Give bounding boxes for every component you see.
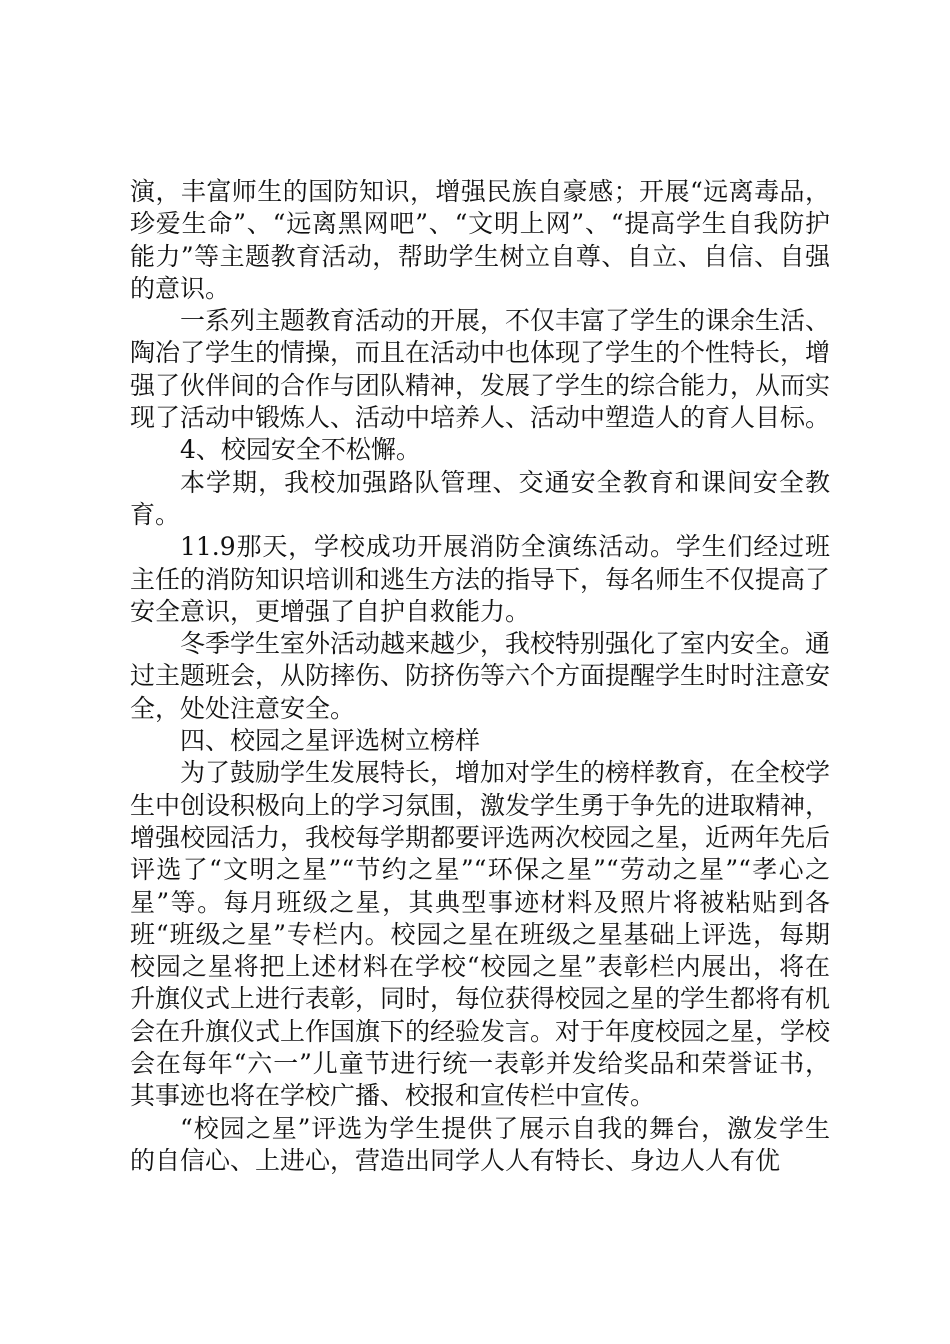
paragraph-campus-star-effect: “校园之星”评选为学生提供了展示自我的舞台，激发学生的自信心、上进心，营造出同学人人有特长、身边人人有优 bbox=[130, 1113, 830, 1175]
paragraph-campus-star-selection: 为了鼓励学生发展特长，增加对学生的榜样教育，在全校学生中创设积极向上的学习氛围，激发学生勇于争先的进取精神，增强校园活力，我校每学期都要评选两次校园之星，近两年先后评选了“文明之星”“节约之星”“环保之星”“劳动之星”“孝心之星”等。每月班级之星，其典型事迹材料及照片将被粘贴到各班“班级之星”专栏内。校园之星在班级之星基础上评选，每期校园之星将把上述材料在学校“校园之星”表彰栏内展出，将在升旗仪式上进行表彰，同时，每位获得校园之星的学生都将有机会在升旗仪式上作国旗下的经验发言。对于年度校园之星，学校会在每年“六一”儿童节进行统一表彰并发给奖品和荣誉证书，其事迹也将在学校广播、校报和宣传栏中宣传。 bbox=[130, 758, 831, 1111]
paragraph-theme-activities: 一系列主题教育活动的开展，不仅丰富了学生的课余生活、陶冶了学生的情操，而且在活动中也体现了学生的个性特长，增强了伙伴间的合作与团队精神，发展了学生的综合能力，从而实现了活动中锻炼人、活动中培养人、活动中塑造人的育人目标。 bbox=[130, 306, 831, 433]
paragraph-indoor-safety: 冬季学生室外活动越来越少，我校特别强化了室内安全。通过主题班会，从防摔伤、防挤伤等六个方面提醒学生时时注意安全，处处注意安全。 bbox=[130, 629, 831, 723]
heading-campus-safety: 4、校园安全不松懈。 bbox=[180, 435, 421, 465]
document-body bbox=[130, 176, 830, 1177]
paragraph-national-defense: 演，丰富师生的国防知识，增强民族自豪感；开展“远离毒品，珍爱生命”、“远离黑网吧”、“文明上网”、“提高学生自我防护能力”等主题教育活动，帮助学生树立自尊、自立、自信、自强的意识。 bbox=[130, 177, 830, 303]
paragraph-fire-drill: 11.9那天，学校成功开展消防全演练活动。学生们经过班主任的消防知识培训和逃生方法的指导下，每名师生不仅提高了安全意识，更增强了自护自救能力。 bbox=[130, 532, 831, 626]
heading-campus-star: 四、校园之星评选树立榜样 bbox=[180, 726, 481, 756]
paragraph-traffic-safety: 本学期，我校加强路队管理、交通安全教育和课间安全教育。 bbox=[130, 467, 830, 529]
